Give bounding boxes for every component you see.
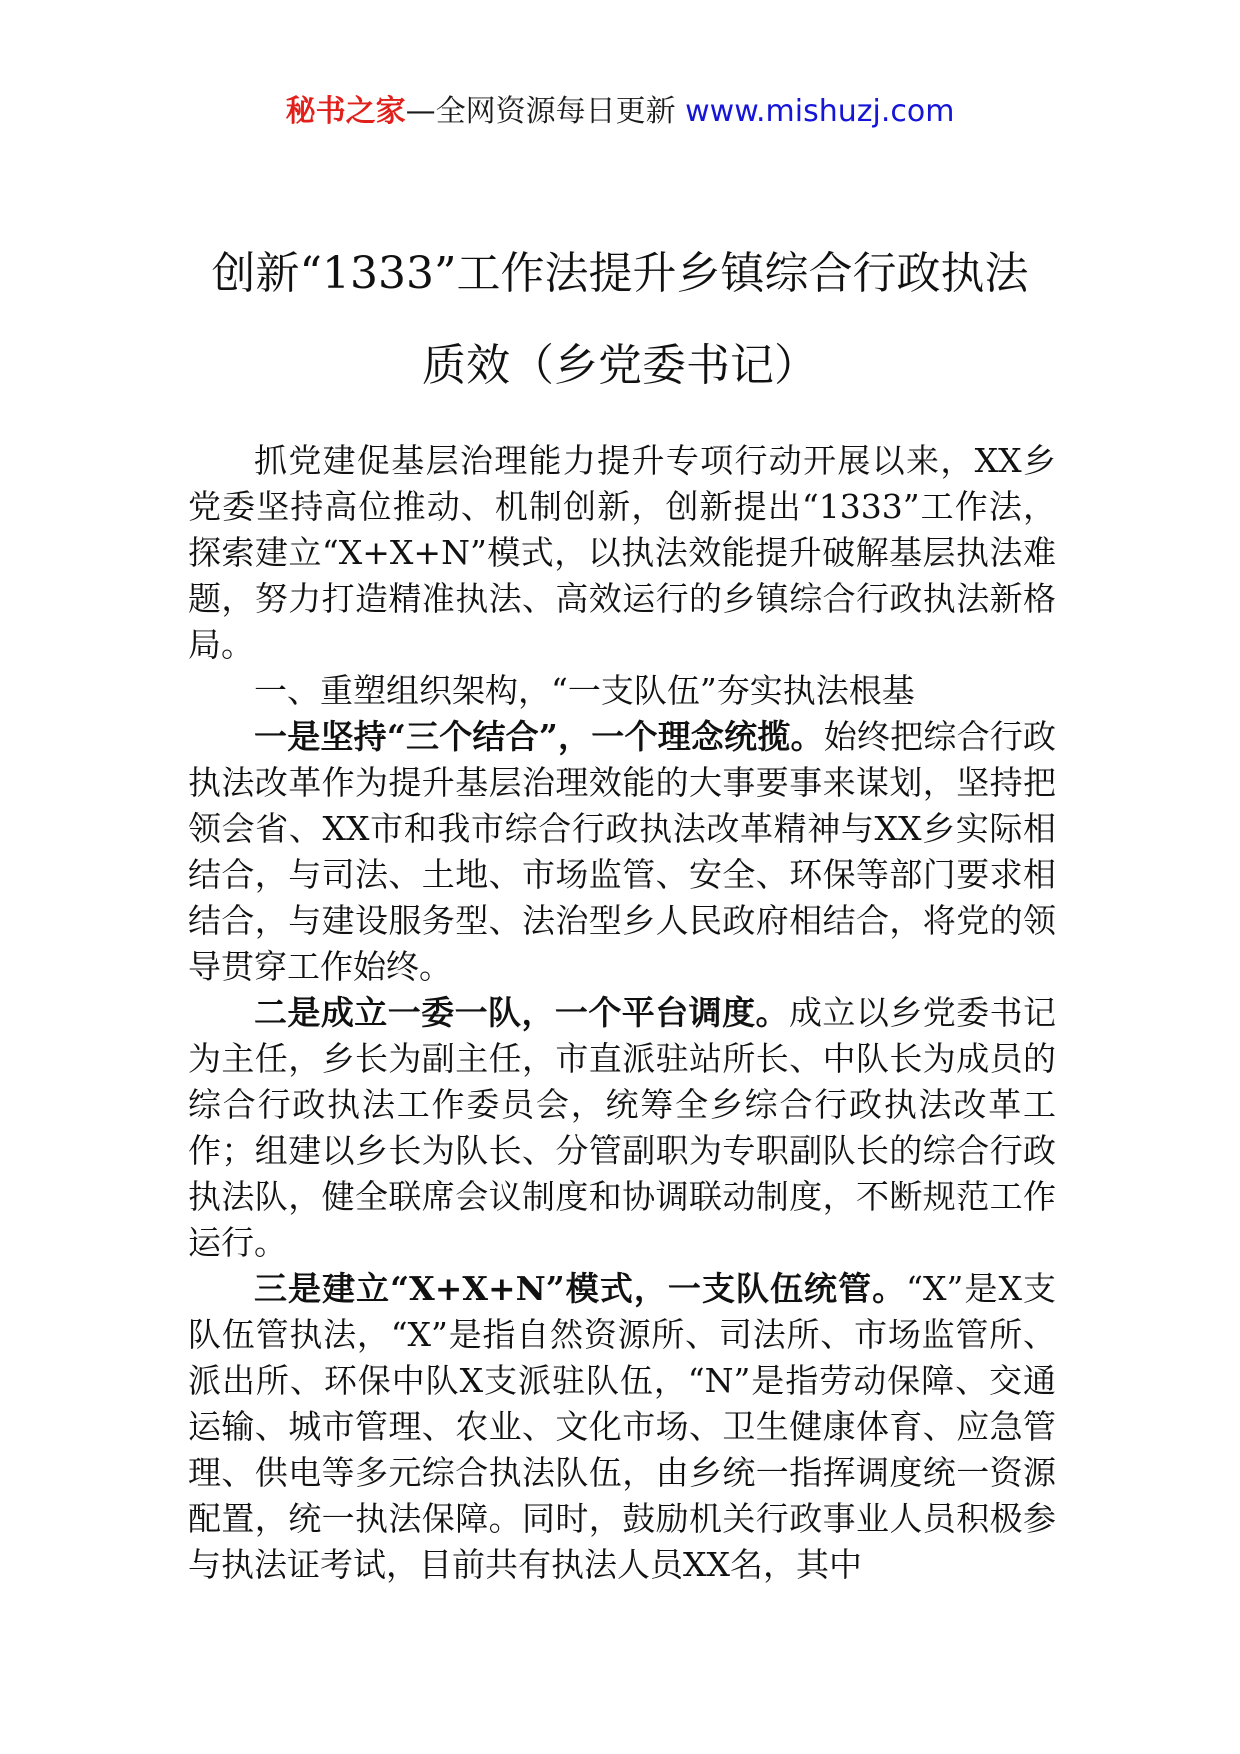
title-line-2: 质效（乡党委书记） — [422, 340, 818, 391]
paragraph-2-text: 成立以乡党委书记为主任，乡长为副主任，市直派驻站所长、中队长为成员的综合行政执法工作委员会，统筹全乡综合行政执法改革工作；组建以乡长为队长、分管副职为专职副队长的综合行政执法队，健全联席会议制度和协调联动制度，不断规范工作运行。 — [188, 993, 1057, 1262]
page-header — [0, 92, 1240, 132]
paragraph-1 — [188, 714, 1056, 990]
paragraph-2 — [188, 990, 1056, 1266]
document-body — [188, 438, 1056, 1588]
section-heading-1: 一、重塑组织架构，“一支队伍”夯实执法根基 — [254, 671, 915, 710]
document-title — [150, 228, 1090, 412]
intro-paragraph: 抓党建促基层治理能力提升专项行动开展以来，XX乡党委坚持高位推动、机制创新，创新提出“1333”工作法，探索建立“X+X+N”模式，以执法效能提升破解基层执法难题，努力打造精准执法、高效运行的乡镇综合行政执法新格局。 — [188, 441, 1056, 664]
header-slogan: —全网资源每日更新 — [405, 94, 686, 129]
paragraph-1-lead: 一是坚持“三个结合”，一个理念统揽。 — [254, 717, 824, 756]
paragraph-3 — [188, 1266, 1056, 1588]
paragraph-3-text: “X”是X支队伍管执法，“X”是指自然资源所、司法所、市场监管所、派出所、环保中队X支派驻队伍，“N”是指劳动保障、交通运输、城市管理、农业、文化市场、卫生健康体育、应急管理、供电等多元综合执法队伍，由乡统一指挥调度统一资源配置，统一执法保障。同时，鼓励机关行政事业人员积极参与执法证考试，目前共有执法人员XX名，其中 — [188, 1269, 1057, 1584]
paragraph-3-lead: 三是建立“X+X+N”模式，一支队伍统管。 — [254, 1269, 907, 1308]
paragraph-1-text: 始终把综合行政执法改革作为提升基层治理效能的大事要事来谋划，坚持把领会省、XX市和我市综合行政执法改革精神与XX乡实际相结合，与司法、土地、市场监管、安全、环保等部门要求相结合，与建设服务型、法治型乡人民政府相结合，将党的领导贯穿工作始终。 — [188, 717, 1057, 986]
paragraph-2-lead: 二是成立一委一队，一个平台调度。 — [254, 993, 789, 1032]
title-line-1: 创新“1333”工作法提升乡镇综合行政执法 — [211, 248, 1029, 299]
website-link[interactable]: www.mishuzj.com — [685, 94, 955, 129]
brand-name: 秘书之家 — [285, 94, 406, 129]
